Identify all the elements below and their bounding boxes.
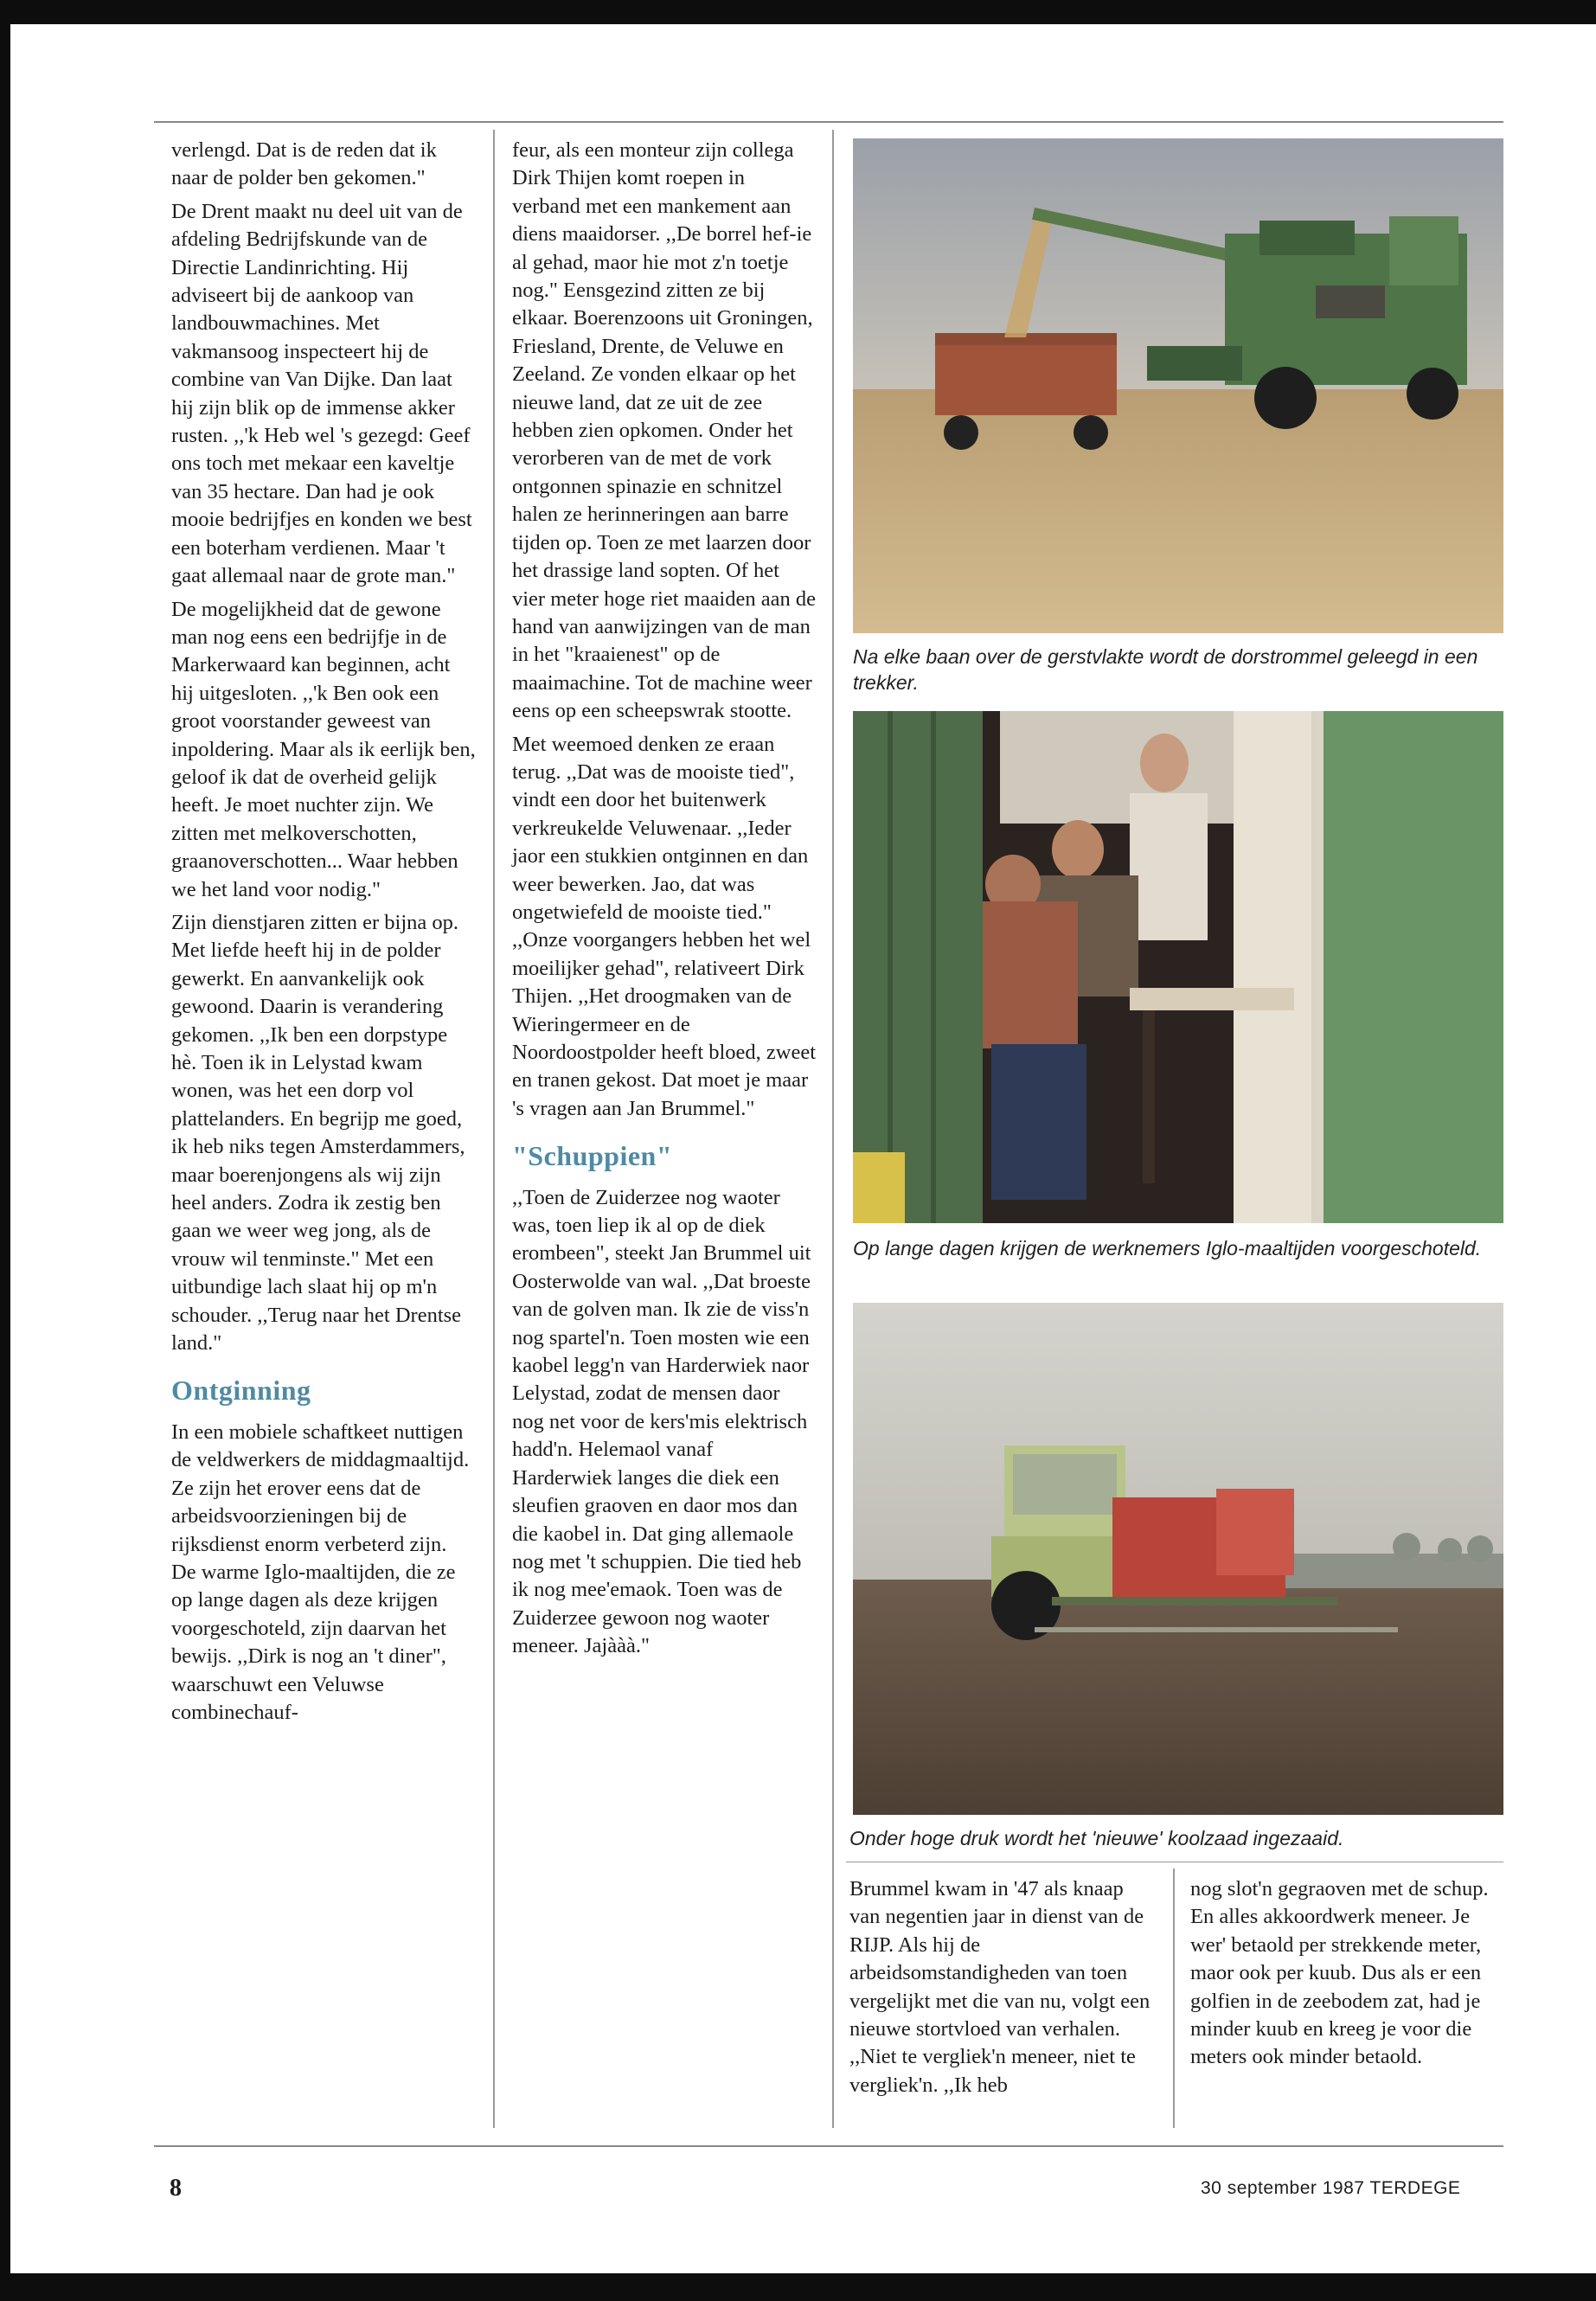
subheading-ontginning: Ontginning xyxy=(171,1375,311,1407)
text-column-4 xyxy=(1190,1875,1493,2077)
scan-border-top xyxy=(0,0,1596,24)
paragraph: nog slot'n gegraoven met de schup. En alles akkoordwerk meneer. Je wer' betaold per strekkende meter, maor ook per kuub. Dus als er een golfien in de zeebodem zat, had je minder kuub en kreeg je voor die meters ook minder betaold. xyxy=(1190,1877,1489,2069)
top-rule xyxy=(154,121,1503,123)
text-column-1 xyxy=(171,137,476,1732)
column-divider-2 xyxy=(832,130,834,2128)
combine-harvester-image xyxy=(853,138,1503,633)
photo-caption: Onder hoge druk wordt het 'nieuwe' koolzaad ingezaaid. xyxy=(849,1827,1344,1849)
page-number: 8 xyxy=(170,2175,182,2202)
paragraph: Brummel kwam in '47 als knaap van negentien jaar in dienst van de RIJP. Als hij de arbeidsomstandigheden van toen vergelijkt met die van nu, volgt een nieuwe stortvloed van verhalen. ,,Niet te vergliek'n meneer, niet te vergliek'n. ,,Ik heb xyxy=(849,1877,1151,2097)
lunch-in-shed-photo xyxy=(853,711,1503,1223)
paragraph: verlengd. Dat is de reden dat ik naar de polder ben gekomen." xyxy=(171,138,437,190)
bottom-rule xyxy=(154,2145,1503,2147)
lunch-in-shed-image xyxy=(853,711,1503,1223)
column-divider-1 xyxy=(493,130,495,2128)
subheading-schuppien: "Schuppien" xyxy=(512,1140,673,1172)
text-column-3 xyxy=(849,1875,1152,2105)
combine-harvester-photo xyxy=(853,138,1503,633)
paragraph: In een mobiele schaftkeet nuttigen de veldwerkers de middagmaaltijd. Ze zijn het erover eens dat de arbeidsvoorzieningen bij de rijksdienst enorm verbeterd zijn. De warme Iglo-maaltijden, die ze op lange dagen als deze krijgen voorgeschoteld, zijn daarvan het bewijs. ,,Dirk is nog an 't diner", waarschuwt een Veluwse combinechauf- xyxy=(171,1420,470,1724)
paragraph: feur, als een monteur zijn collega Dirk Thijen komt roepen in verband met een mankement aan diens maaidorser. ,,De borrel hef-ie al gehad, maor hie mot z'n toetje nog." Eensgezind zitten ze bij elkaar. Boerenzoons uit Groningen, Friesland, Drente, de Veluwe en Zeeland. Ze vonden elkaar op het nieuwe land, dat ze uit de zee hebben zien opkomen. Onder het verorberen van de met de vork ontgonnen spinazie en schnitzel halen ze herinneringen aan barre tijden op. Toen ze met laarzen door het drassige land sopten. Of het vier meter hoge riet maaiden aan de hand van aanwijzingen van de man in het "kraaienest" op de maaimachine. Tot de machine weer eens op een scheepswrak stootte. xyxy=(512,138,816,723)
text-column-2 xyxy=(512,137,817,1666)
scan-border-bottom xyxy=(0,2273,1596,2301)
photo-caption: Na elke baan over de gerstvlakte wordt de dorstrommel geleegd in een trekker. xyxy=(853,645,1478,694)
scan-border-left xyxy=(0,0,10,2301)
tractor-seeding-photo xyxy=(853,1303,1503,1815)
paragraph: Met weemoed denken ze eraan terug. ,,Dat was de mooiste tied", vindt een door het buitenwerk verkreukelde Veluwenaar. ,,Ieder jaor een stukkien ontginnen en dan weer bewerken. Jao, dat was ongetwiefeld de mooiste tied." ,,Onze voorgangers hebben het wel moeilijker gehad", relativeert Dirk Thijen. ,,Het droogmaken van de Wieringermeer en de Noordoostpolder heeft bloed, zweet en tranen gekost. Dat moet je maar 's vragen aan Jan Brummel." xyxy=(512,732,817,1120)
column-divider-3 xyxy=(1173,1868,1175,2128)
paragraph: De Drent maakt nu deel uit van de afdeling Bedrijfskunde van de Directie Landinrichting. Hij adviseert bij de aankoop van landbouwmachines. Met vakmansoog inspecteert hij de combine van Van Dijke. Dan laat hij zijn blik op de immense akker rusten. ,,'k Heb wel 's gezegd: Geef ons toch met mekaar een kaveltje van 35 hectare. Dan had je ook mooie bedrijfjes en konden we best een boterham verdienen. Maar 't gaat allemaal naar de grote man." xyxy=(171,199,472,588)
paragraph: De mogelijkheid dat de gewone man nog eens een bedrijfje in de Markerwaard kan beginnen, acht hij uitgesloten. ,,'k Ben ook een groot voorstander geweest van inpoldering. Maar als ik eerlijk ben, geloof ik dat de overheid gelijk heeft. Je moet nuchter zijn. We zitten met melkoverschotten, graanoverschotten... Waar hebben we het land voor nodig." xyxy=(171,597,476,901)
paragraph: Zijn dienstjaren zitten er bijna op. Met liefde heeft hij in de polder gewerkt. En aanvankelijk ook gewoond. Daarin is verandering gekomen. ,,Ik ben een dorpstype hè. Toen ik in Lelystad kwam wonen, was het een dorp vol plattelanders. En begrijp me goed, ik heb niks tegen Amsterdammers, maar boerenjongens als wij zijn heel anders. Zodra ik zestig ben gaan we weer weg jong, als de vrouw wil tenminste." Met een uitbundige lach slaat hij op m'n schouder. ,,Terug naar het Drentse land." xyxy=(171,910,465,1356)
tractor-seeding-image xyxy=(853,1303,1503,1815)
paragraph: ,,Toen de Zuiderzee nog waoter was, toen liep ik al op de diek erombeen", steekt Jan Brummel uit Oosterwolde van wal. ,,Dat broeste van de golven man. Ik zie de viss'n nog spartel'n. Toen mosten wie een kaobel legg'n van Harderwiek naor Lelystad, zodat de mensen daor nog net voor de kers'mis elektrisch hadd'n. Helemaol vanaf Harderwiek langes die diek een sleufien graoven en daor mos dan die kaobel in. Dat ging allemaole nog met 't schuppien. Die tied heb ik nog mee'emaok. Toen was de Zuiderzee gewoon nog waoter meneer. Jajààà." xyxy=(512,1185,811,1658)
issue-line: 30 september 1987 TERDEGE xyxy=(1201,2178,1461,2198)
photo-caption: Op lange dagen krijgen de werknemers Iglo-maaltijden voorgeschoteld. xyxy=(853,1237,1482,1259)
